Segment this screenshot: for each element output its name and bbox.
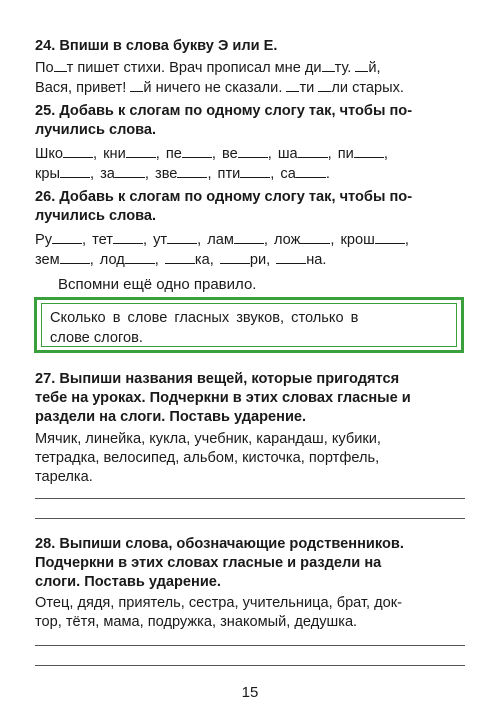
task-27-heading-1: 27. Выпиши названия вещей, которые пригодятся <box>35 371 400 387</box>
syllable: ша <box>277 146 298 162</box>
rule-line-1: Сколько в слове гласных звуков, столько в <box>50 310 359 326</box>
blank[interactable] <box>238 145 268 158</box>
blank[interactable] <box>177 165 207 178</box>
blank[interactable] <box>220 251 250 264</box>
writing-line[interactable] <box>35 645 465 646</box>
syllable: са <box>280 166 296 182</box>
task-27-words-1: Мячик, линейка, кукла, учебник, карандаш, кубики, <box>35 431 381 447</box>
blank[interactable] <box>286 79 299 92</box>
blank[interactable] <box>115 165 145 178</box>
task-27-heading-3: раздели на слоги. Поставь ударение. <box>35 409 307 425</box>
task-24-line-1 <box>35 59 381 76</box>
reminder-text: Вспомни ещё одно правило. <box>58 276 257 293</box>
blank[interactable] <box>125 251 155 264</box>
text: ли старых. <box>331 80 404 96</box>
syllable: кни <box>103 146 126 162</box>
blank[interactable] <box>300 231 330 244</box>
syllable: лам <box>207 232 234 248</box>
page-number: 15 <box>241 684 259 701</box>
task-26-heading-2: лучились слова. <box>35 208 157 224</box>
task-25-heading-2: лучились слова. <box>35 122 157 138</box>
task-25-heading-1: 25. Добавь к слогам по одному слогу так, чтобы по- <box>35 103 413 119</box>
text: й ничего не сказали. <box>143 80 283 96</box>
blank[interactable] <box>60 165 90 178</box>
syllable: за <box>100 166 115 182</box>
text: ту. <box>334 60 352 76</box>
rule-box <box>34 297 464 353</box>
task-27-words-2: тетрадка, велосипед, альбом, кисточка, портфель, <box>35 450 380 466</box>
syllable: Ру <box>35 232 53 248</box>
blank[interactable] <box>182 145 212 158</box>
syllable: ве <box>222 146 238 162</box>
syllable: на. <box>306 252 327 268</box>
blank[interactable] <box>322 59 335 72</box>
rule-line-2: слове слогов. <box>50 330 143 346</box>
task-28-words-2: тор, тётя, мама, подружка, знакомый, дедушка. <box>35 614 358 630</box>
rule-box-inner-frame <box>41 303 457 347</box>
task-28-words-1: Отец, дядя, приятель, сестра, учительница, брат, док- <box>35 595 403 611</box>
syllable: крош <box>340 232 375 248</box>
task-26-heading-1: 26. Добавь к слогам по одному слогу так, чтобы по- <box>35 189 413 205</box>
blank[interactable] <box>354 145 384 158</box>
blank[interactable] <box>54 59 67 72</box>
blank[interactable] <box>355 59 368 72</box>
text: По <box>35 60 54 76</box>
task-28-heading-2: Подчеркни в этих словах гласные и раздели на <box>35 555 382 571</box>
syllable: пе <box>165 146 182 162</box>
writing-line[interactable] <box>35 665 465 666</box>
blank[interactable] <box>126 145 156 158</box>
syllable: ка, <box>194 252 214 268</box>
blank[interactable] <box>276 251 306 264</box>
blank[interactable] <box>296 165 326 178</box>
blank[interactable] <box>298 145 328 158</box>
task-25-row-2: кры , за , зве , пти , са . <box>35 166 330 182</box>
task-26-row-1: Ру , тет , ут , лам , лож , крош , <box>35 232 409 248</box>
task-24-line-2 <box>35 79 404 96</box>
blank[interactable] <box>375 231 405 244</box>
task-25-row-1: Шко , кни , пе , ве , ша , пи , <box>35 146 388 162</box>
syllable: ут <box>153 232 168 248</box>
task-26-row-2: зем , лод , ка, ри, на. <box>35 252 327 268</box>
blank[interactable] <box>52 231 82 244</box>
blank[interactable] <box>130 79 143 92</box>
task-28-heading-1: 28. Выпиши слова, обозначающие родственников. <box>35 536 404 552</box>
task-24-heading: 24. Впиши в слова букву Э или Е. <box>35 38 278 54</box>
syllable: кры <box>35 166 60 182</box>
text: й, <box>368 60 381 76</box>
syllable: тет <box>92 232 113 248</box>
task-27-heading-2: тебе на уроках. Подчеркни в этих словах гласные и <box>35 390 411 406</box>
blank[interactable] <box>60 251 90 264</box>
blank[interactable] <box>234 231 264 244</box>
text: ти <box>299 80 315 96</box>
text: т пишет стихи. Врач прописал мне ди <box>66 60 322 76</box>
syllable: зве <box>155 166 178 182</box>
blank[interactable] <box>113 231 143 244</box>
syllable: лож <box>273 232 301 248</box>
syllable: ри, <box>249 252 271 268</box>
writing-line[interactable] <box>35 498 465 499</box>
syllable: пи <box>337 146 354 162</box>
blank[interactable] <box>63 145 93 158</box>
blank[interactable] <box>165 251 195 264</box>
text: Вася, привет! <box>35 80 127 96</box>
syllable: зем <box>35 252 60 268</box>
syllable: пти <box>217 166 241 182</box>
syllable: лод <box>99 252 125 268</box>
task-27-words-3: тарелка. <box>35 469 93 485</box>
syllable: Шко <box>35 146 64 162</box>
writing-line[interactable] <box>35 518 465 519</box>
blank[interactable] <box>318 79 331 92</box>
task-28-heading-3: слоги. Поставь ударение. <box>35 574 221 590</box>
blank[interactable] <box>240 165 270 178</box>
blank[interactable] <box>167 231 197 244</box>
